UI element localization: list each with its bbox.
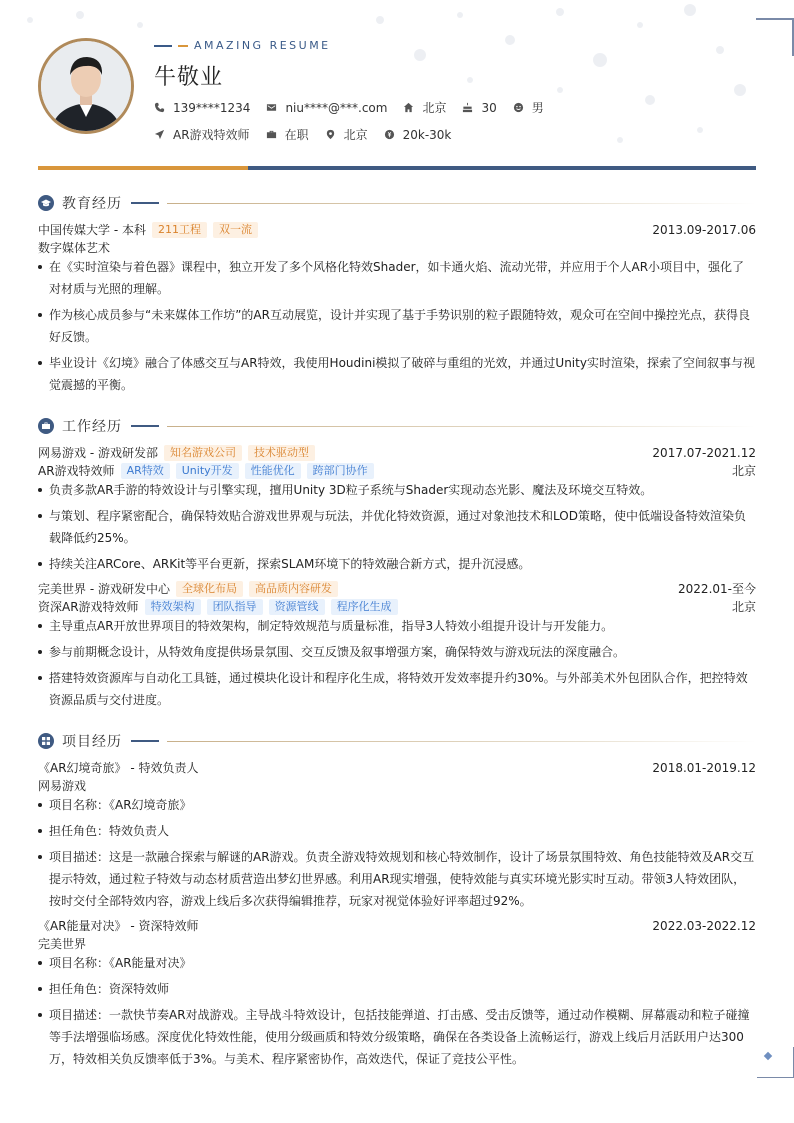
company-tag: 知名游戏公司 [164,445,242,461]
project-org: 完美世界 [38,937,87,951]
company-tag: 全球化布局 [176,581,243,597]
job-text: AR游戏特效师 [173,128,250,142]
avatar [38,38,134,134]
status-item [266,126,309,143]
school-tag: 211工程 [152,222,207,238]
school-name: 中国传媒大学 - 本科 [38,223,146,237]
section-title-text: 工作经历 [62,419,122,435]
section-line-accent [131,740,159,742]
project-bullet: 项目名称：《AR幻境奇旅》 [38,794,756,816]
section-line [167,741,756,742]
corner-decoration-bottom [757,1047,794,1078]
education-bullet: 在《实时渲染与着色器》课程中，独立开发了多个风格化特效Shader，如卡通火焰、流动光带，并应用于个人AR小项目中，强化了对材质与光照的理解。 [38,256,756,300]
age-text: 30 [481,100,497,115]
education-bullet: 作为核心成员参与“未来媒体工作坊”的AR互动展览，设计并实现了基于手势识别的粒子跟随特效，观众可在空间中操控光点，获得良好反馈。 [38,304,756,348]
section-title-text: 教育经历 [62,196,122,212]
work-city: 北京 [731,600,756,614]
tagline-line [154,45,172,47]
education-major-row [38,239,756,256]
home-icon [403,102,414,113]
work-header-row [38,580,756,597]
major-name: 数字媒体艺术 [38,241,111,255]
section-line [167,426,756,427]
job-info-row [154,126,467,143]
phone-item [154,101,250,115]
salary-text: 20k-30k [402,127,452,142]
graduation-cap-icon [38,195,54,211]
email-text: niu****@***.com [285,100,388,115]
gender-text: 男 [531,101,544,115]
work-bullet: 搭建特效资源库与自动化工具链，通过模块化设计和程序化生成，将特效开发效率提升约30%。与外部美术外包团队合作，把控特效资源品质与交付进度。 [38,667,756,711]
salary-item [384,128,452,142]
project-header-row [38,759,756,776]
email-item [266,101,387,115]
skill-tag: 团队指导 [207,599,263,615]
project-bullet: 项目名称：《AR能量对决》 [38,952,756,974]
role-name: 资深AR游戏特效师 [38,600,139,614]
skill-tag: 跨部门协作 [307,463,374,479]
project-bullet: 担任角色：资深特效师 [38,978,756,1000]
project-title: 《AR能量对决》 - 资深特效师 [38,919,199,933]
send-icon [154,129,165,140]
education-period: 2013.09-2017.06 [652,222,756,237]
diamond-icon [764,1052,772,1060]
education-bullet: 毕业设计《幻境》融合了体感交互与AR特效，我使用Houdini模拟了破碎与重组的光效，并通过Unity实时渲染，探索了空间叙事与视觉震撼的平衡。 [38,352,756,396]
company-name: 网易游戏 - 游戏研发部 [38,446,158,460]
project-bullet: 项目描述：一款快节奏AR对战游戏。主导战斗特效设计，包括技能弹道、打击感、受击反馈等，通过动作模糊、屏幕震动和粒子碰撞等手法增强临场感。深度优化特效性能，使用分级画质和特效分级策略，确保在各类设备上流畅运行，游戏上线后月活跃用户达300万，特效相关负反馈率低于3%。与美术、程序紧密协作，高效迭代，保证了竞技公平性。 [38,1004,756,1070]
cake-icon [462,102,473,113]
tagline-text: AMAZING RESUME [194,39,331,52]
work-bullet: 主导重点AR开放世界项目的特效架构，制定特效规范与质量标准，指导3人特效小组提升设计与开发能力。 [38,615,756,637]
work-header-row [38,444,756,461]
education-header-row [38,221,756,238]
skill-tag: AR特效 [121,463,170,479]
project-title: 《AR幻境奇旅》 - 特效负责人 [38,761,199,775]
mail-icon [266,102,277,113]
person-photo [41,41,131,131]
contact-info-row [154,99,560,116]
location-pin-icon [325,129,336,140]
role-name: AR游戏特效师 [38,464,115,478]
candidate-name: 牛敬业 [154,65,224,90]
smiley-icon [513,102,524,113]
city-item [403,99,446,116]
phone-icon [154,102,165,113]
section-title-project [38,731,756,751]
age-item [462,101,496,115]
section-title-text: 项目经历 [62,734,122,750]
location-item [325,126,368,143]
company-name: 完美世界 - 游戏研发中心 [38,582,170,596]
grid-icon [38,733,54,749]
section-title-education [38,193,756,213]
work-bullet: 持续关注ARCore、ARKit等平台更新，探索SLAM环境下的特效融合新方式，提升沉浸感。 [38,553,756,575]
work-city: 北京 [731,464,756,478]
project-org-row [38,935,756,952]
project-bullet: 项目描述：这是一款融合探索与解谜的AR游戏。负责全游戏特效规划和核心特效制作，设计了场景氛围特效、角色技能特效及AR交互提示特效，通过粒子特效与动态材质营造出梦幻世界感。利用AR现实增强，使特效能与真实环境光影实时互动。带领3人特效团队，按时交付全部特效内容，游戏上线后多次获得编辑推荐，玩家对视觉体验好评率超过92%。 [38,846,756,912]
briefcase-icon [266,129,277,140]
school-tag: 双一流 [213,222,258,238]
skill-tag: 性能优化 [245,463,301,479]
work-period: 2017.07-2021.12 [652,445,756,460]
location-text: 北京 [343,128,368,142]
work-icon [38,418,54,434]
city-text: 北京 [422,101,447,115]
skill-tag: 特效架构 [145,599,201,615]
project-bullet: 担任角色：特效负责人 [38,820,756,842]
project-header-row [38,917,756,934]
skill-tag: 程序化生成 [331,599,398,615]
job-item [154,126,250,143]
header-divider-accent [38,166,248,170]
section-line [167,203,756,204]
tagline-accent [178,45,188,47]
section-line-accent [131,202,159,204]
corner-decoration-top [756,18,794,56]
work-bullet: 负责多款AR手游的特效设计与引擎实现，擅用Unity 3D粒子系统与Shader实现动态光影、魔法及环境交互特效。 [38,479,756,501]
project-period: 2022.03-2022.12 [652,918,756,933]
gender-item [513,99,544,116]
phone-text: 139****1234 [173,100,251,115]
work-bullet: 参与前期概念设计，从特效角度提供场景氛围、交互反馈及叙事增强方案，确保特效与游戏玩法的深度融合。 [38,641,756,663]
status-text: 在职 [284,128,309,142]
section-title-work [38,416,756,436]
company-tag: 高品质内容研发 [249,581,338,597]
work-role-row [38,598,756,615]
project-org: 网易游戏 [38,779,87,793]
work-period: 2022.01-至今 [678,582,756,596]
skill-tag: 资源管线 [269,599,325,615]
project-period: 2018.01-2019.12 [652,760,756,775]
header-divider-bar [38,166,756,170]
coin-icon [384,129,395,140]
section-line-accent [131,425,159,427]
skill-tag: Unity开发 [176,463,239,479]
resume-tagline [154,39,331,52]
company-tag: 技术驱动型 [248,445,315,461]
project-org-row [38,777,756,794]
work-bullet: 与策划、程序紧密配合，确保特效贴合游戏世界观与玩法，并优化特效资源，通过对象池技术和LOD策略，使中低端设备特效渲染负载降低约25%。 [38,505,756,549]
work-role-row [38,462,756,479]
